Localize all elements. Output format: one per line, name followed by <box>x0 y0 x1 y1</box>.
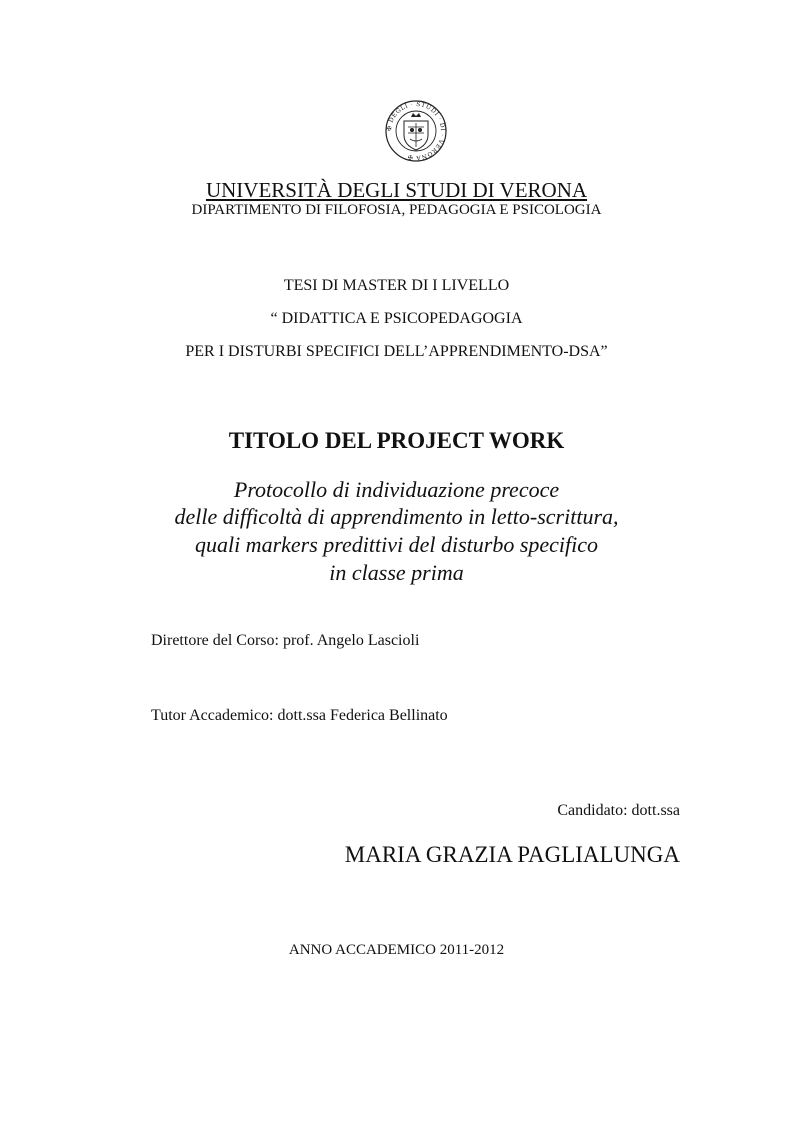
project-title-line: Protocollo di individuazione precoce <box>233 477 560 502</box>
project-title-line: delle difficoltà di apprendimento in letto-scrittura, <box>174 504 619 529</box>
department-name: DIPARTIMENTO DI FILOFOSIA, PEDAGOGIA E PSICOLOGIA <box>191 202 602 218</box>
candidate-label: Candidato: dott.ssa <box>557 802 680 819</box>
candidate-name: MARIA GRAZIA PAGLIALUNGA <box>344 842 680 867</box>
course-director: Direttore del Corso: prof. Angelo Lascioli <box>151 632 420 649</box>
thesis-type: TESI DI MASTER DI I LIVELLO <box>283 277 510 294</box>
academic-tutor: Tutor Accademico: dott.ssa Federica Bellinato <box>151 707 448 724</box>
master-name-line-2: PER I DISTURBI SPECIFICI DELL’APPRENDIMENTO-DSA” <box>185 343 608 360</box>
academic-year: ANNO ACCADEMICO 2011-2012 <box>288 942 505 958</box>
university-seal-icon <box>384 99 448 163</box>
master-name-line-1: “ DIDATTICA E PSICOPEDAGOGIA <box>270 310 523 327</box>
university-name: UNIVERSITÀ DEGLI STUDI DI VERONA <box>205 178 588 202</box>
project-work-heading: TITOLO DEL PROJECT WORK <box>228 428 565 453</box>
project-title-line: in classe prima <box>329 560 464 585</box>
project-title-line: quali markers predittivi del disturbo specifico <box>194 532 599 557</box>
svg-text:✠ DEGLI · STUDI · DI · VERONA: ✠ DEGLI · STUDI · DI · VERONA ✠ <box>385 100 447 162</box>
